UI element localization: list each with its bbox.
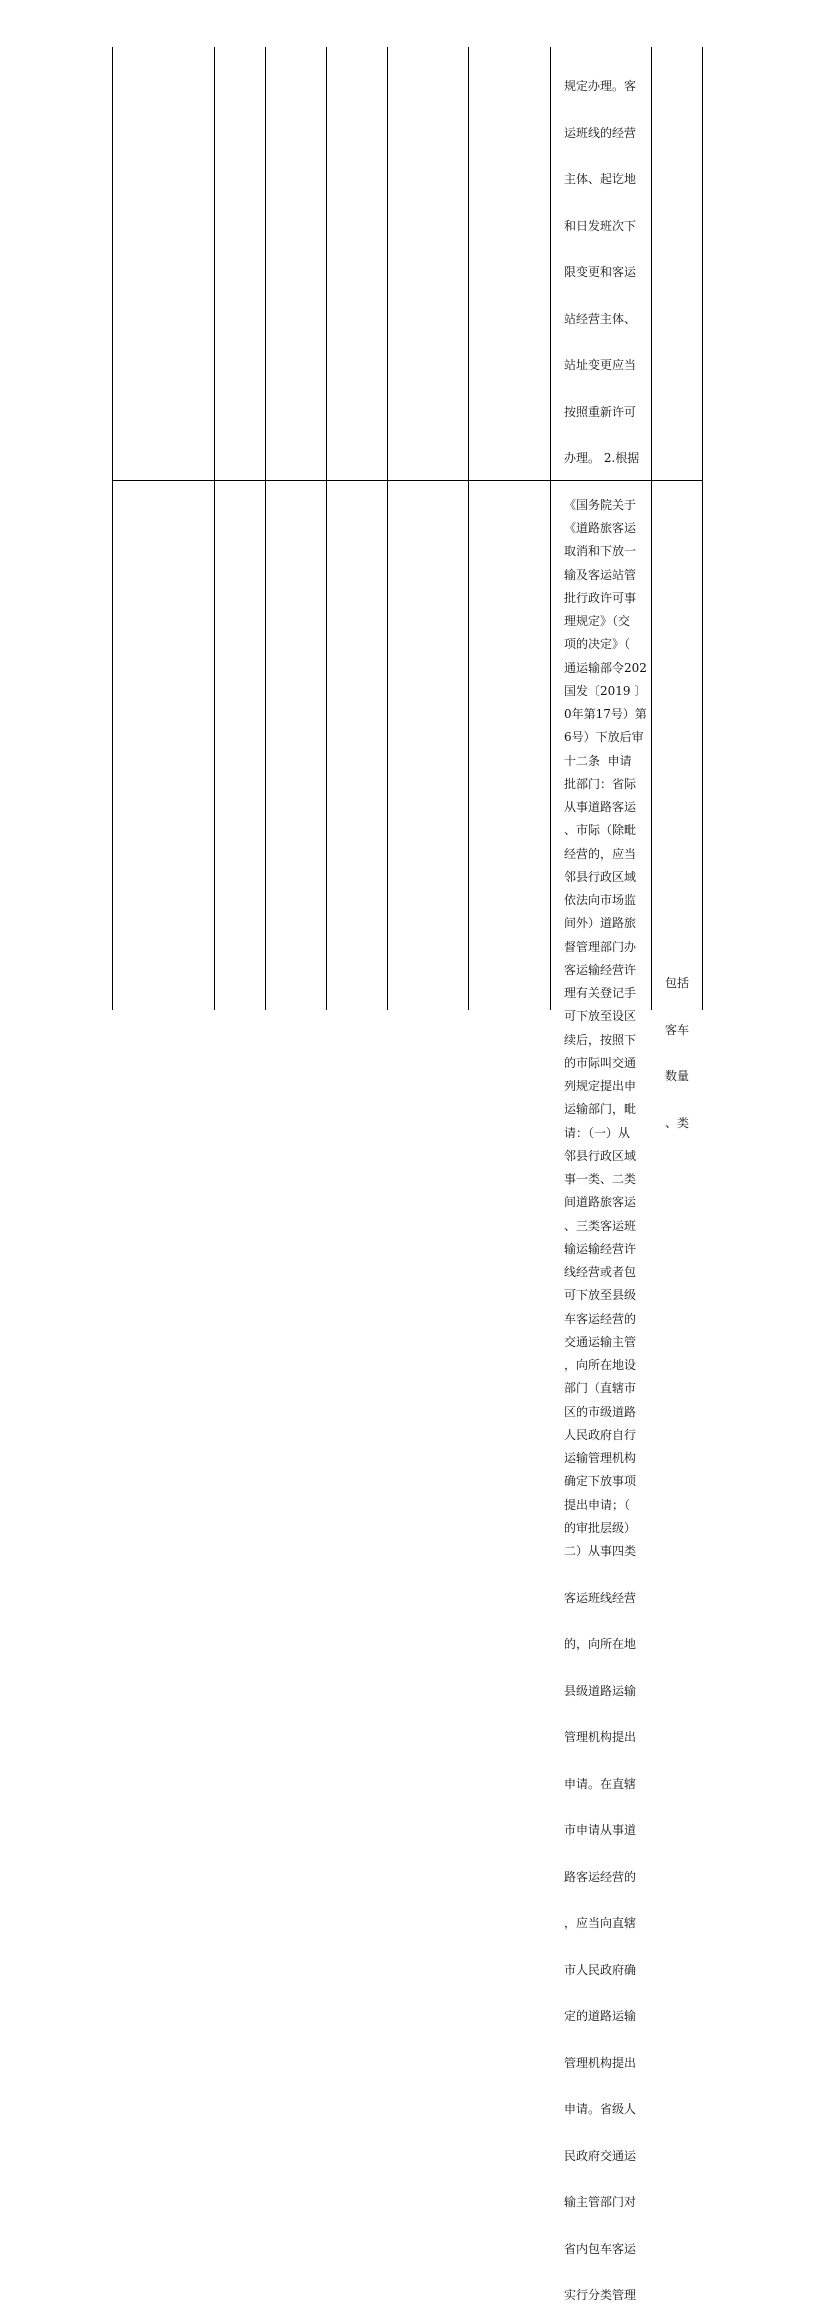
text-line: 定的道路运输 xyxy=(564,2009,637,2023)
column-border-7 xyxy=(550,47,551,1010)
text-line: 批部门：省际 xyxy=(564,776,637,791)
row2-materials-cell xyxy=(665,945,689,1147)
text-line: 理规定》（交 xyxy=(564,614,631,628)
text-line: 车客运经营的 xyxy=(564,1311,637,1326)
text-line: 十二条 申请 xyxy=(564,753,632,768)
text-line: 经营的，应当 xyxy=(564,846,637,861)
text-line: 《道路旅客运 xyxy=(564,521,637,535)
text-line: 、三类客运班 xyxy=(564,1218,637,1233)
text-line: 客运班线经营 xyxy=(564,1590,637,1605)
text-line: 民政府交通运 xyxy=(564,2148,637,2163)
text-line: 的市际叫交通 xyxy=(564,1055,637,1070)
text-line: 的审批层级） xyxy=(564,1520,637,1535)
text-line: 管理机构提出 xyxy=(564,2055,637,2070)
text-line: 邻县行政区域 xyxy=(564,869,637,884)
text-line: 、类 xyxy=(665,1115,690,1130)
text-line: 请：（一）从 xyxy=(564,1125,631,1140)
text-line: 市申请从事道 xyxy=(564,1823,637,1837)
text-line: 事一类、二类 xyxy=(564,1172,637,1186)
text-line: 管理机构提出 xyxy=(564,1730,637,1744)
text-line: 批行政许可事 xyxy=(564,590,637,605)
text-line: 规定办理。客 xyxy=(564,79,637,93)
text-line: 路客运经营的 xyxy=(564,1869,637,1884)
text-line: 和日发班次下 xyxy=(564,218,637,233)
text-line: 主体、起讫地 xyxy=(564,172,637,186)
text-line: 实行分类管理 xyxy=(564,2288,637,2302)
text-line: 邻县行政区域 xyxy=(564,1148,637,1163)
text-line: 线经营或者包 xyxy=(564,1265,637,1279)
text-line: 二）从事四类 xyxy=(564,1544,637,1558)
text-line: 申请。省级人 xyxy=(564,2102,637,2116)
column-border-9 xyxy=(702,47,703,1010)
text-line: 间外）道路旅 xyxy=(564,916,637,930)
text-line: 取消和下放一 xyxy=(564,544,637,558)
text-line: 6号）下放后审 xyxy=(564,730,644,744)
text-line: 确定下放事项 xyxy=(564,1474,637,1488)
text-line: 可下放至设区 xyxy=(564,1009,637,1023)
text-line: 输主管部门对 xyxy=(564,2195,637,2209)
text-line: 站址变更应当 xyxy=(564,358,637,372)
text-line: 办理。 2.根据 xyxy=(564,451,640,465)
text-line: 站经营主体、 xyxy=(564,311,637,326)
text-line: 客运输经营许 xyxy=(564,962,637,977)
text-line: 间道路旅客运 xyxy=(564,1195,637,1209)
text-line: 区的市级道路 xyxy=(564,1404,637,1419)
text-line: ，应当向直辖 xyxy=(564,1916,637,1930)
text-line: 从事道路客运 xyxy=(564,800,637,814)
text-line: 提出申请；（ xyxy=(564,1497,631,1512)
text-line: 按照重新许可 xyxy=(564,404,637,419)
text-line: 国发〔2019 〕 xyxy=(564,683,647,698)
text-line: 数量 xyxy=(665,1069,690,1083)
column-border-6 xyxy=(468,47,469,1010)
column-border-1 xyxy=(112,47,113,1010)
text-line: 输运输经营许 xyxy=(564,1241,637,1256)
text-line: 运班线的经营 xyxy=(564,125,637,140)
text-line: 申请。在直辖 xyxy=(564,1776,637,1791)
row2-legal-basis-cell xyxy=(564,490,647,2319)
column-border-2 xyxy=(214,47,215,1010)
column-border-8 xyxy=(651,47,652,1010)
column-border-5 xyxy=(387,47,388,1010)
text-line: 客车 xyxy=(665,1022,690,1037)
text-line: 市人民政府确 xyxy=(564,1962,637,1977)
text-line: 交通运输主管 xyxy=(564,1334,637,1349)
text-line: 续后，按照下 xyxy=(564,1032,637,1047)
text-line: 运输管理机构 xyxy=(564,1451,637,1465)
text-line: 可下放至县级 xyxy=(564,1288,637,1302)
text-line: 省内包车客运 xyxy=(564,2241,637,2256)
text-line: 限变更和客运 xyxy=(564,265,637,279)
text-line: 县级道路运输 xyxy=(564,1683,637,1698)
text-line: 通运输部令202 xyxy=(564,660,647,675)
text-line: 0年第17号）第 xyxy=(564,707,647,721)
text-line: 理有关登记手 xyxy=(564,986,637,1000)
text-line: 列规定提出申 xyxy=(564,1079,637,1093)
text-line: 的，向所在地 xyxy=(564,1637,637,1651)
text-line: 依法向市场监 xyxy=(564,893,637,907)
text-line: ，向所在地设 xyxy=(564,1358,637,1372)
text-line: 人民政府自行 xyxy=(564,1427,637,1442)
text-line: 部门（直辖市 xyxy=(564,1381,637,1395)
text-line: 项的决定》（ xyxy=(564,637,631,651)
text-line: 督管理部门办 xyxy=(564,939,637,954)
text-line: 《国务院关于 xyxy=(564,497,637,512)
text-line: 包括 xyxy=(665,976,690,990)
text-line: 运输部门，毗 xyxy=(564,1102,637,1116)
column-border-3 xyxy=(265,47,266,1010)
text-line: 输及客运站管 xyxy=(564,567,637,582)
column-border-4 xyxy=(326,47,327,1010)
text-line: 、市际（除毗 xyxy=(564,823,637,837)
